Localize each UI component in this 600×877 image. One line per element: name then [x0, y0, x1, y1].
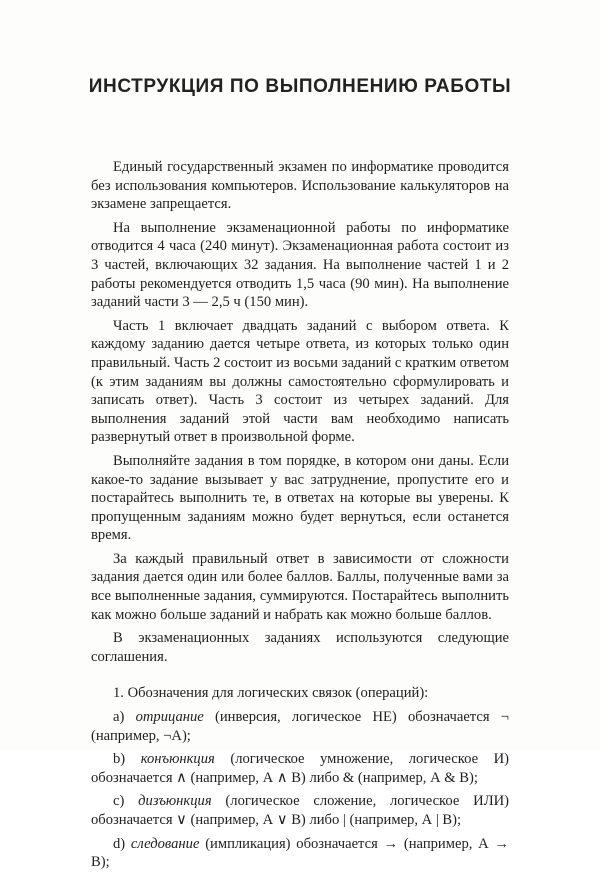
item-term: конъюнкция [140, 751, 215, 768]
list-item [91, 792, 509, 829]
list-title: 1. Обозначения для логических связок (операций): [113, 685, 429, 702]
item-text: (импликация) обозначается → (например, А → В); [91, 835, 509, 871]
item-text: (инверсия, логическое НЕ) обозначается ¬ (например, ¬А); [91, 709, 509, 744]
item-term: отрицание [135, 709, 204, 726]
spacer [91, 671, 509, 684]
item-prefix: d) [113, 835, 131, 852]
list-item [91, 835, 509, 872]
paragraph: Выполняйте задания в том порядке, в котором они даны. Если какое-то задание вызывает у вас затруднение, пропустите его и постарайтесь выполнить те, в ответах на которые вы уверены. К пропущенным заданиям можно будет вернуться, если останется время. [91, 452, 509, 544]
item-prefix: c) [113, 793, 139, 810]
list-item [91, 750, 509, 787]
item-term: дизъюнкция [138, 793, 212, 810]
paragraph: За каждый правильный ответ в зависимости от сложности задания дается один или более баллов. Баллы, полученные вами за все выполненные задания, суммируются. Постарайтесь выполнить как можно больше заданий и набрать как можно больше баллов. [91, 550, 509, 623]
instruction-body [91, 158, 509, 877]
item-prefix: b) [113, 751, 141, 768]
paragraph: Часть 1 включает двадцать заданий с выбором ответа. К каждому заданию дается четыре ответа, из которых только один правильный. Часть 2 состоит из восьми заданий с кратким ответом (к этим заданиям вы должны самостоятельно сформулировать и записать ответ). Часть 3 состоит из четырех заданий. Для выполнения заданий этой части вам необходимо написать развернутый ответ в произвольной форме. [91, 317, 509, 446]
page-title: ИНСТРУКЦИЯ ПО ВЫПОЛНЕНИЮ РАБОТЫ [88, 76, 512, 97]
item-prefix: а) [113, 709, 136, 726]
item-term: следование [130, 835, 200, 852]
list-item [91, 708, 509, 745]
paragraph: На выполнение экзаменационной работы по информатике отводится 4 часа (240 минут). Экзаменационная работа состоит из 3 частей, включающих 32 задания. На выполнение частей 1 и 2 работы рекомендуется отводить 1,5 часа (90 мин). На выполнение заданий части 3 — 2,5 ч (150 мин). [91, 219, 509, 311]
paragraph: В экзаменационных заданиях используются следующие соглашения. [91, 630, 509, 665]
item-text: (логическое сложение, логическое ИЛИ) обозначается ∨ (например, А ∨ В) либо | (например, А | В); [91, 793, 509, 828]
paragraph: Единый государственный экзамен по информатике проводится без использования компьютеров. Использование калькуляторов на экзамене запрещается. [91, 159, 509, 213]
item-text: (логическое умножение, логическое И) обозначается ∧ (например, А ∧ В) либо & (например, А & В); [91, 751, 510, 786]
